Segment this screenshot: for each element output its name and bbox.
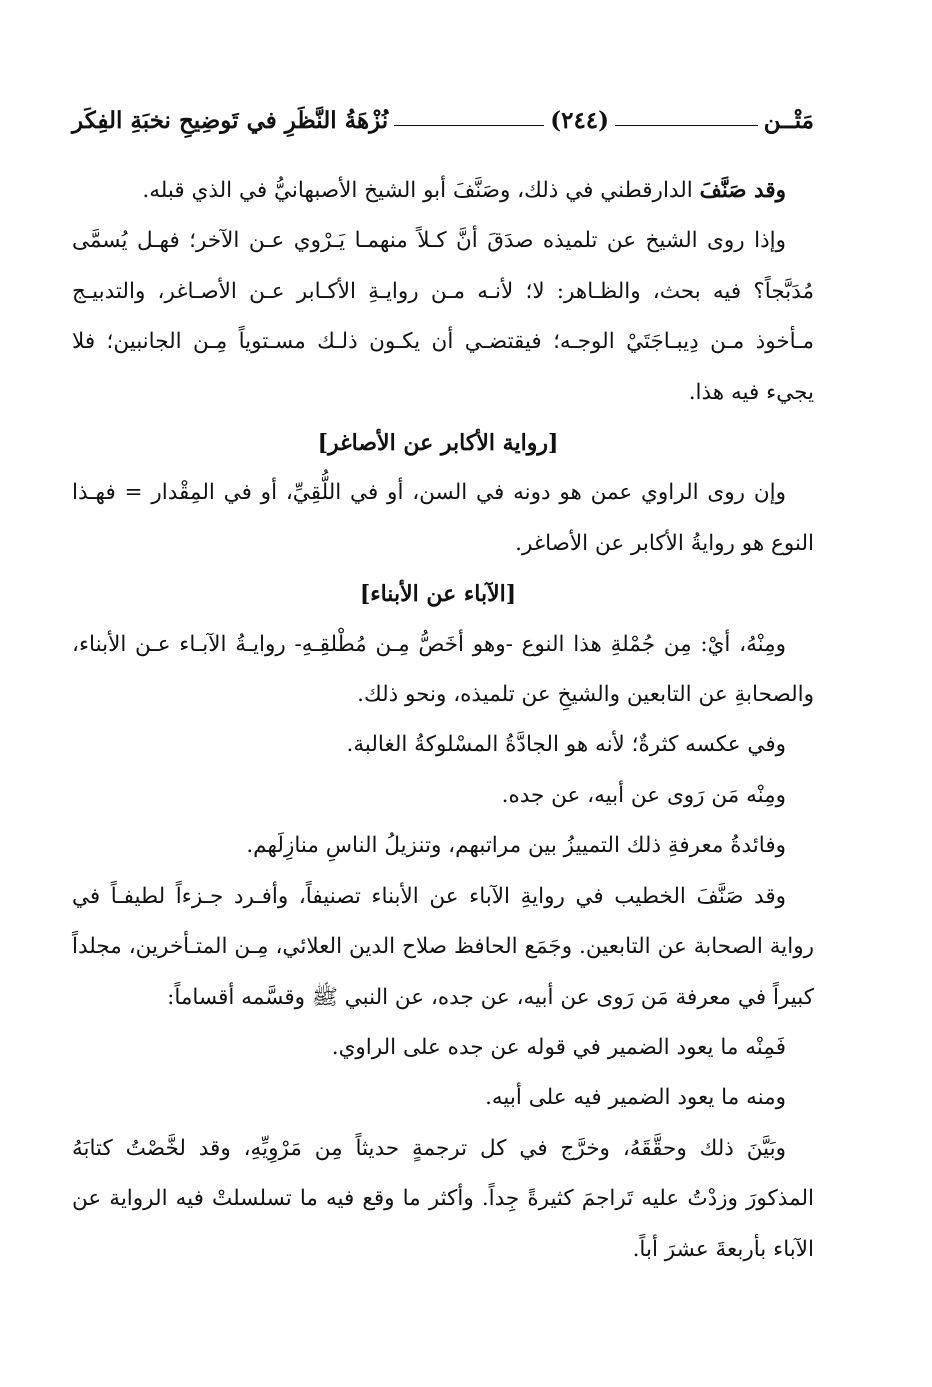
running-header [72,98,814,142]
body-paragraph [72,872,814,1023]
section-heading [72,418,814,468]
paragraph-text: وبَيَّنَ ذلك وحقَّقَهُ، وخرَّج في كل ترجمةٍ حديثاً مِن مَرْوِيِّهِ، وقد لخَّصْتُ كتابَهُ المذكورَ وزدْتُ عليه تَراجمَ كثيرةً جِداً. وأكثر ما وقع فيه ما تسلسلتْ فيه الرواية عن الآباء بأربعةَ عشرَ أباً. [72,1135,814,1262]
body-paragraph [72,821,814,871]
body-paragraph [72,468,814,569]
paragraph-text: وفائدةُ معرفةِ ذلك التمييزُ بين مراتبهم، وتنزيلُ الناسِ منازِلَهم. [246,833,786,859]
body-paragraph [72,166,814,216]
body-paragraph [72,1023,814,1073]
paragraph-text: ومِنْهُ، أيْ: مِن جُمْلةِ هذا النوع -وهو أخَصُّ مِـن مُطْلقِـهِ- روايـةُ الآبـاء عـن الأبناء، والصحابةِ عن التابعين والشيخِ عن تلميذه، ونحو ذلك. [72,631,814,708]
paragraph-text: وفي عكسه كثرةٌ؛ لأنه هو الجادَّةُ المسْلوكةُ الغالبة. [346,732,786,758]
header-label: مَتْــن [763,106,814,134]
section-heading [72,569,814,619]
header-rule [615,125,758,126]
header-rule [394,125,544,126]
body-paragraph [72,1073,814,1123]
paragraph-text: وإذا روى الشيخ عن تلميذه صدَقَ أنَّ كـلاً منهمـا يَـرْوي عـن الآخر؛ فهـل يُسمَّى مُدَبَّجاً؟ فيه بحث، والظـاهر: لا؛ لأنـه مـن روايـةِ الأكـابر عـن الأصـاغر، والتدبيـج مـأخوذ مـن دِيبـاجَتَيْ الوجـه؛ فيقتضـي أن يكـون ذلـك مسـتوياً مِـن الجانبين؛ فلا يجيء فيه هذا. [72,228,814,405]
paragraph-text: الدارقطني في ذلك، وصَنَّفَ أبو الشيخ الأصبهانيُّ في الذي قبله. [142,178,700,203]
paragraph-text: وقد صَنَّفَ الخطيب في روايةِ الآباء عن الأبناء تصنيفاً، وأفـرد جـزءاً لطيفـاً في رواية الصحابة عن التابعين. وجَمَع الحافظ صلاح الدين العلائي، مِـن المتـأخرين، مجلداً كبيراً في معرفة مَن رَوى عن أبيه، عن جده، عن النبي ﷺ وقسَّمه أقساماً: [72,883,814,1010]
body-paragraph [72,216,814,418]
paragraph-lead: وقد صَنَّفَ [699,178,786,203]
paragraph-text: ومِنْه مَن رَوى عن أبيه، عن جده. [501,782,786,808]
paragraph-text: وإن روى الراوي عمن هو دونه في السن، أو في اللُّقِيِّ، أو في المِقْدار = فهـذا النوع هو روايةُ الأكابر عن الأصاغر. [72,480,814,556]
page-body [72,166,814,1275]
body-paragraph [72,620,814,721]
paragraph-text: ومنه ما يعود الضمير فيه على أبيه. [485,1085,786,1111]
body-paragraph [72,720,814,770]
book-title: نُزْهَةُ النَّظَرِ في تَوضِيحِ نخبَةِ الفِكَر [72,106,389,134]
section-heading-text: [رواية الأكابر عن الأصاغر] [317,430,559,457]
body-paragraph [72,771,814,821]
body-paragraph [72,1124,814,1275]
paragraph-text: فَمِنْه ما يعود الضمير في قوله عن جده على الراوي. [331,1034,786,1060]
page-number: (٢٤٤) [550,106,610,134]
section-heading-text: [الآباء عن الأبناء] [359,581,517,608]
